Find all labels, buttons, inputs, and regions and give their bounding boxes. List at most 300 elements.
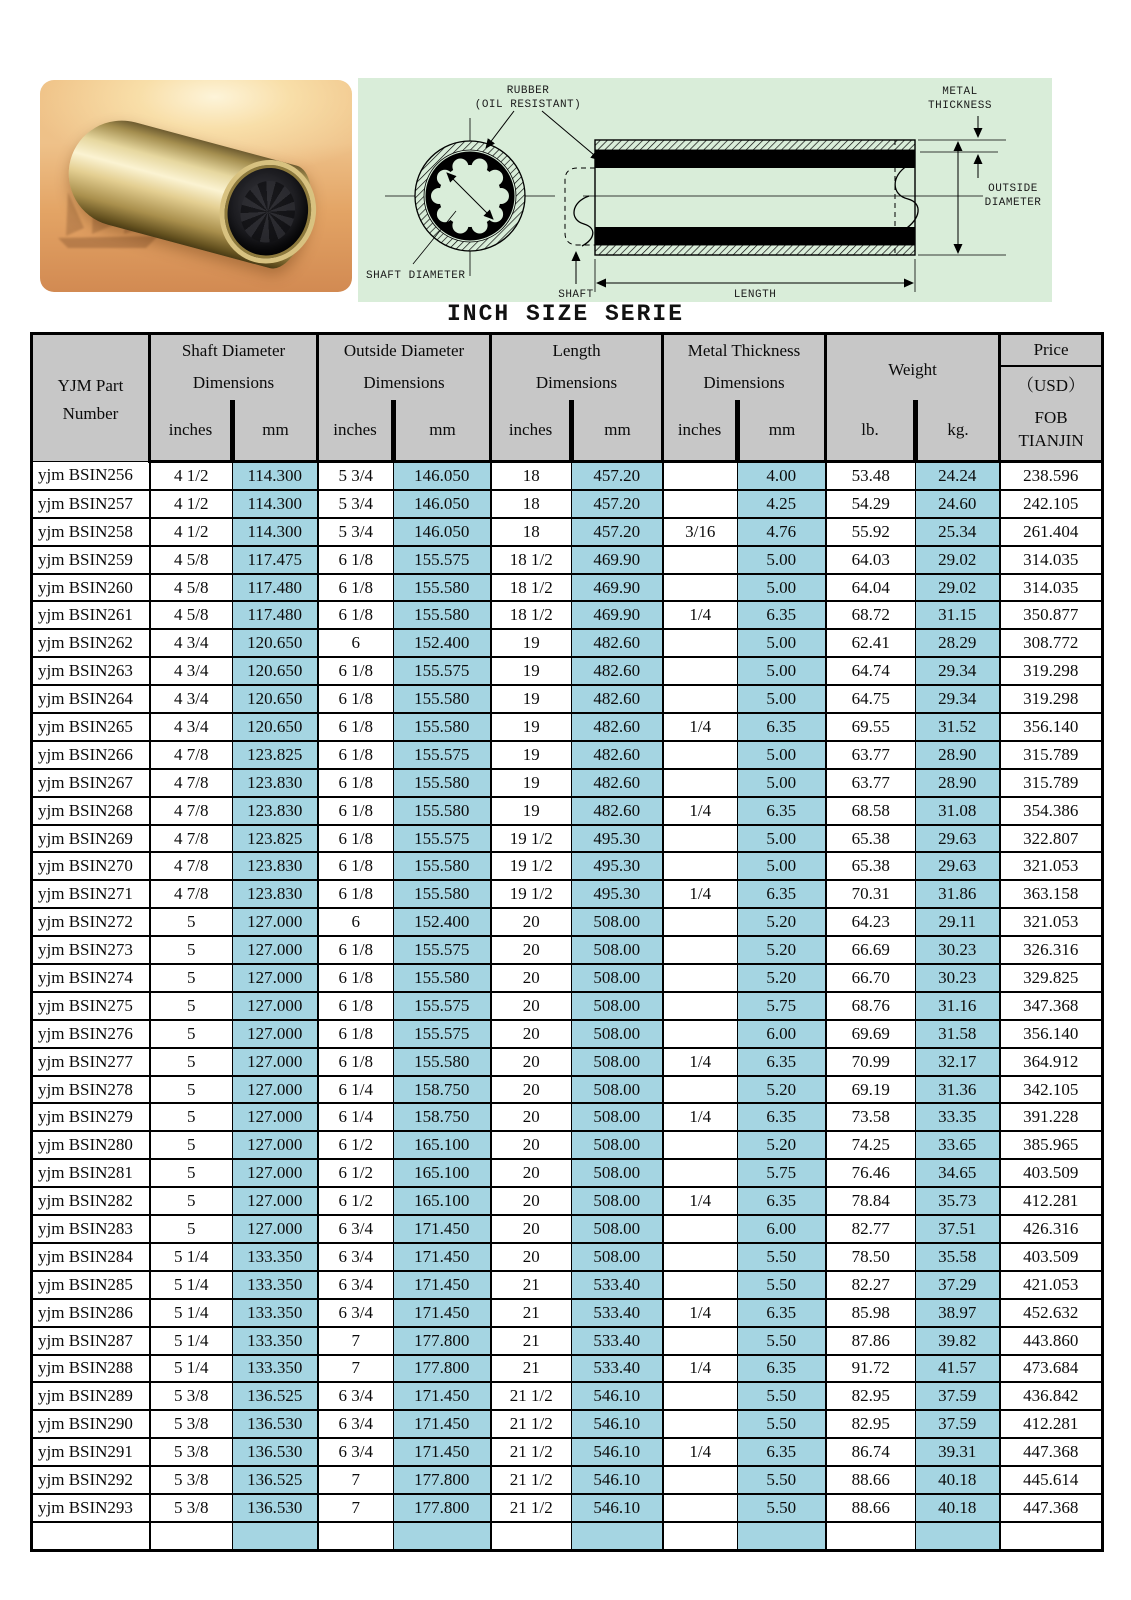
part-number-cell: yjm BSIN277 bbox=[32, 1048, 150, 1076]
metal-mm-cell: 5.00 bbox=[738, 685, 826, 713]
weight-lb-cell: 69.19 bbox=[826, 1076, 916, 1104]
shaft-mm-cell: 123.830 bbox=[233, 880, 318, 908]
outside-mm-cell: 177.800 bbox=[394, 1466, 491, 1494]
metal-inches-cell bbox=[663, 1382, 738, 1410]
part-number-cell bbox=[32, 1522, 150, 1550]
part-number-cell: yjm BSIN264 bbox=[32, 685, 150, 713]
price-usd-cell: 354.386 bbox=[1000, 797, 1103, 825]
outside-mm-cell: 155.580 bbox=[394, 574, 491, 602]
metal-mm-cell: 5.20 bbox=[738, 1076, 826, 1104]
length-inches-cell: 18 bbox=[491, 518, 572, 546]
weight-kg-cell: 29.63 bbox=[916, 825, 1000, 853]
weight-lb-cell: 70.31 bbox=[826, 880, 916, 908]
price-usd-cell: 238.596 bbox=[1000, 462, 1103, 490]
outside-inches-cell: 6 1/8 bbox=[318, 601, 394, 629]
weight-kg-cell: 29.11 bbox=[916, 908, 1000, 936]
metal-mm-cell: 5.50 bbox=[738, 1271, 826, 1299]
part-number-cell: yjm BSIN284 bbox=[32, 1243, 150, 1271]
weight-kg-cell: 29.34 bbox=[916, 657, 1000, 685]
col-unit-metal-mm: mm bbox=[738, 400, 826, 462]
part-number-cell: yjm BSIN269 bbox=[32, 825, 150, 853]
shaft-mm-cell: 123.830 bbox=[233, 852, 318, 880]
table-row bbox=[32, 629, 1103, 657]
outside-mm-cell: 146.050 bbox=[394, 462, 491, 490]
metal-mm-cell: 6.35 bbox=[738, 797, 826, 825]
metal-inches-cell: 1/4 bbox=[663, 1355, 738, 1383]
table-row bbox=[32, 1076, 1103, 1104]
size-table bbox=[30, 332, 1104, 1552]
cross-section-view bbox=[385, 118, 555, 276]
weight-lb-cell: 63.77 bbox=[826, 769, 916, 797]
metal-inches-cell bbox=[663, 1410, 738, 1438]
dimension-diagram bbox=[358, 78, 1052, 302]
outside-mm-cell: 158.750 bbox=[394, 1076, 491, 1104]
price-usd-cell: 321.053 bbox=[1000, 908, 1103, 936]
shaft-inches-cell: 5 bbox=[150, 1215, 233, 1243]
price-usd-cell: 363.158 bbox=[1000, 880, 1103, 908]
weight-kg-cell: 38.97 bbox=[916, 1299, 1000, 1327]
table-row bbox=[32, 1327, 1103, 1355]
weight-lb-cell: 76.46 bbox=[826, 1159, 916, 1187]
metal-mm-cell: 5.20 bbox=[738, 908, 826, 936]
outside-inches-cell: 7 bbox=[318, 1327, 394, 1355]
weight-kg-cell: 31.52 bbox=[916, 713, 1000, 741]
shaft-mm-cell: 133.350 bbox=[233, 1243, 318, 1271]
outside-mm-cell: 177.800 bbox=[394, 1355, 491, 1383]
length-inches-cell: 18 1/2 bbox=[491, 546, 572, 574]
weight-lb-cell: 82.77 bbox=[826, 1215, 916, 1243]
weight-kg-cell: 35.73 bbox=[916, 1187, 1000, 1215]
shaft-inches-cell: 4 1/2 bbox=[150, 490, 233, 518]
length-mm-cell: 508.00 bbox=[572, 1048, 663, 1076]
outside-inches-cell: 5 3/4 bbox=[318, 462, 394, 490]
metal-mm-cell: 6.35 bbox=[738, 601, 826, 629]
outside-mm-cell: 155.580 bbox=[394, 964, 491, 992]
price-usd-cell: 326.316 bbox=[1000, 936, 1103, 964]
col-unit-outside-inches: inches bbox=[318, 400, 394, 462]
part-number-cell: yjm BSIN257 bbox=[32, 490, 150, 518]
outside-mm-cell: 171.450 bbox=[394, 1438, 491, 1466]
product-photo bbox=[40, 80, 352, 292]
shaft-inches-cell: 4 7/8 bbox=[150, 852, 233, 880]
outside-inches-cell: 6 1/8 bbox=[318, 685, 394, 713]
outside-inches-cell: 6 1/8 bbox=[318, 657, 394, 685]
table-row bbox=[32, 713, 1103, 741]
length-mm-cell bbox=[572, 1522, 663, 1550]
weight-kg-cell: 33.35 bbox=[916, 1103, 1000, 1131]
length-inches-cell: 20 bbox=[491, 1048, 572, 1076]
length-mm-cell: 482.60 bbox=[572, 713, 663, 741]
part-number-cell: yjm BSIN293 bbox=[32, 1494, 150, 1522]
shaft-mm-cell: 133.350 bbox=[233, 1355, 318, 1383]
weight-kg-cell: 34.65 bbox=[916, 1159, 1000, 1187]
part-number-cell: yjm BSIN292 bbox=[32, 1466, 150, 1494]
metal-mm-cell bbox=[738, 1522, 826, 1550]
shaft-mm-cell: 133.350 bbox=[233, 1299, 318, 1327]
shaft-inches-cell: 4 5/8 bbox=[150, 601, 233, 629]
table-row bbox=[32, 1159, 1103, 1187]
price-usd-cell: 421.053 bbox=[1000, 1271, 1103, 1299]
part-number-cell: yjm BSIN258 bbox=[32, 518, 150, 546]
part-number-cell: yjm BSIN270 bbox=[32, 852, 150, 880]
outside-mm-cell: 171.450 bbox=[394, 1382, 491, 1410]
metal-inches-cell bbox=[663, 1522, 738, 1550]
metal-mm-cell: 6.35 bbox=[738, 713, 826, 741]
metal-inches-cell bbox=[663, 992, 738, 1020]
metal-inches-cell bbox=[663, 852, 738, 880]
col-header-fob-tianjin bbox=[1000, 400, 1103, 462]
shaft-mm-cell: 114.300 bbox=[233, 462, 318, 490]
part-number-cell: yjm BSIN287 bbox=[32, 1327, 150, 1355]
part-number-cell: yjm BSIN263 bbox=[32, 657, 150, 685]
outside-mm-cell: 171.450 bbox=[394, 1299, 491, 1327]
col-subheader-metal-dimensions: Dimensions bbox=[663, 366, 826, 400]
weight-kg-cell: 32.17 bbox=[916, 1048, 1000, 1076]
outside-mm-cell: 158.750 bbox=[394, 1103, 491, 1131]
shaft-inches-cell: 5 1/4 bbox=[150, 1243, 233, 1271]
table-row bbox=[32, 880, 1103, 908]
metal-inches-cell bbox=[663, 1466, 738, 1494]
length-inches-cell: 21 bbox=[491, 1327, 572, 1355]
shaft-inches-cell: 5 bbox=[150, 1020, 233, 1048]
outside-inches-cell: 6 1/2 bbox=[318, 1187, 394, 1215]
table-row bbox=[32, 490, 1103, 518]
shaft-inches-cell: 4 3/4 bbox=[150, 713, 233, 741]
table-row bbox=[32, 797, 1103, 825]
length-inches-cell: 21 bbox=[491, 1271, 572, 1299]
weight-kg-cell: 24.60 bbox=[916, 490, 1000, 518]
price-usd-cell: 356.140 bbox=[1000, 1020, 1103, 1048]
table-row bbox=[32, 992, 1103, 1020]
length-mm-cell: 546.10 bbox=[572, 1494, 663, 1522]
outside-inches-cell: 6 1/8 bbox=[318, 1048, 394, 1076]
metal-inches-cell bbox=[663, 825, 738, 853]
part-number-cell: yjm BSIN285 bbox=[32, 1271, 150, 1299]
shaft-mm-cell: 114.300 bbox=[233, 490, 318, 518]
table-row bbox=[32, 1131, 1103, 1159]
length-inches-cell: 20 bbox=[491, 1103, 572, 1131]
price-usd-cell: 436.842 bbox=[1000, 1382, 1103, 1410]
outside-mm-cell: 146.050 bbox=[394, 490, 491, 518]
part-number-cell: yjm BSIN275 bbox=[32, 992, 150, 1020]
table-row bbox=[32, 769, 1103, 797]
length-mm-cell: 482.60 bbox=[572, 685, 663, 713]
shaft-inches-cell: 5 1/4 bbox=[150, 1299, 233, 1327]
outside-inches-cell: 6 bbox=[318, 908, 394, 936]
part-number-cell: yjm BSIN259 bbox=[32, 546, 150, 574]
length-mm-cell: 482.60 bbox=[572, 657, 663, 685]
table-row bbox=[32, 601, 1103, 629]
outside-inches-cell: 7 bbox=[318, 1355, 394, 1383]
part-number-cell: yjm BSIN273 bbox=[32, 936, 150, 964]
length-mm-cell: 508.00 bbox=[572, 1020, 663, 1048]
shaft-mm-cell: 114.300 bbox=[233, 518, 318, 546]
rubber-label-line1: RUBBER bbox=[506, 85, 550, 97]
outside-inches-cell: 6 1/8 bbox=[318, 964, 394, 992]
outside-mm-cell: 177.800 bbox=[394, 1494, 491, 1522]
outside-diameter-label-line1: OUTSIDE bbox=[988, 183, 1038, 195]
weight-kg-cell: 31.08 bbox=[916, 797, 1000, 825]
outside-mm-cell: 155.575 bbox=[394, 936, 491, 964]
outside-inches-cell: 6 1/8 bbox=[318, 797, 394, 825]
part-number-cell: yjm BSIN272 bbox=[32, 908, 150, 936]
price-usd-cell: 314.035 bbox=[1000, 574, 1103, 602]
table-row bbox=[32, 1410, 1103, 1438]
weight-lb-cell: 64.75 bbox=[826, 685, 916, 713]
price-usd-cell: 329.825 bbox=[1000, 964, 1103, 992]
table-row bbox=[32, 1466, 1103, 1494]
length-mm-cell: 508.00 bbox=[572, 1131, 663, 1159]
metal-mm-cell: 5.50 bbox=[738, 1466, 826, 1494]
metal-mm-cell: 4.25 bbox=[738, 490, 826, 518]
price-usd-cell: 308.772 bbox=[1000, 629, 1103, 657]
shaft-mm-cell: 127.000 bbox=[233, 1187, 318, 1215]
outside-inches-cell: 6 3/4 bbox=[318, 1382, 394, 1410]
length-mm-cell: 546.10 bbox=[572, 1466, 663, 1494]
fob-line2: TIANJIN bbox=[1018, 431, 1084, 450]
outside-inches-cell: 6 1/8 bbox=[318, 574, 394, 602]
price-usd-cell: 447.368 bbox=[1000, 1438, 1103, 1466]
price-usd-cell bbox=[1000, 1522, 1103, 1550]
weight-lb-cell: 73.58 bbox=[826, 1103, 916, 1131]
weight-lb-cell: 74.25 bbox=[826, 1131, 916, 1159]
length-inches-cell: 21 1/2 bbox=[491, 1466, 572, 1494]
metal-inches-cell: 1/4 bbox=[663, 713, 738, 741]
metal-inches-cell bbox=[663, 574, 738, 602]
shaft-inches-cell: 5 bbox=[150, 964, 233, 992]
outside-mm-cell: 155.580 bbox=[394, 880, 491, 908]
outside-inches-cell: 6 1/2 bbox=[318, 1159, 394, 1187]
col-header-metal-thickness: Metal Thickness bbox=[663, 334, 826, 367]
length-mm-cell: 469.90 bbox=[572, 546, 663, 574]
metal-mm-cell: 6.35 bbox=[738, 1048, 826, 1076]
shaft-mm-cell: 136.525 bbox=[233, 1382, 318, 1410]
table-row bbox=[32, 964, 1103, 992]
price-usd-cell: 347.368 bbox=[1000, 992, 1103, 1020]
metal-mm-cell: 6.35 bbox=[738, 1103, 826, 1131]
metal-mm-cell: 5.50 bbox=[738, 1410, 826, 1438]
table-row bbox=[32, 1187, 1103, 1215]
col-header-part-line1: YJM Part bbox=[57, 375, 124, 395]
metal-inches-cell: 1/4 bbox=[663, 797, 738, 825]
col-unit-outside-mm: mm bbox=[394, 400, 491, 462]
shaft-inches-cell: 5 bbox=[150, 936, 233, 964]
length-mm-cell: 533.40 bbox=[572, 1299, 663, 1327]
shaft-mm-cell: 127.000 bbox=[233, 1048, 318, 1076]
col-header-part-line2: Number bbox=[62, 404, 119, 423]
table-row bbox=[32, 1438, 1103, 1466]
shaft-mm-cell: 127.000 bbox=[233, 1103, 318, 1131]
weight-lb-cell: 82.95 bbox=[826, 1410, 916, 1438]
shaft-mm-cell: 136.525 bbox=[233, 1466, 318, 1494]
length-mm-cell: 533.40 bbox=[572, 1327, 663, 1355]
shaft-diameter-label: SHAFT DIAMETER bbox=[366, 270, 466, 282]
price-usd-cell: 350.877 bbox=[1000, 601, 1103, 629]
metal-inches-cell bbox=[663, 741, 738, 769]
outside-mm-cell: 155.575 bbox=[394, 546, 491, 574]
outside-inches-cell: 6 1/8 bbox=[318, 546, 394, 574]
table-row bbox=[32, 574, 1103, 602]
shaft-inches-cell: 5 bbox=[150, 1048, 233, 1076]
table-row bbox=[32, 825, 1103, 853]
length-inches-cell: 20 bbox=[491, 1131, 572, 1159]
part-number-cell: yjm BSIN281 bbox=[32, 1159, 150, 1187]
table-row bbox=[32, 1020, 1103, 1048]
shaft-inches-cell: 4 7/8 bbox=[150, 741, 233, 769]
shaft-mm-cell: 127.000 bbox=[233, 1159, 318, 1187]
price-usd-cell: 261.404 bbox=[1000, 518, 1103, 546]
length-mm-cell: 457.20 bbox=[572, 490, 663, 518]
shaft-mm-cell: 133.350 bbox=[233, 1271, 318, 1299]
weight-lb-cell: 87.86 bbox=[826, 1327, 916, 1355]
length-inches-cell: 20 bbox=[491, 1076, 572, 1104]
metal-mm-cell: 5.20 bbox=[738, 1131, 826, 1159]
part-number-cell: yjm BSIN271 bbox=[32, 880, 150, 908]
outside-inches-cell: 6 1/8 bbox=[318, 936, 394, 964]
shaft-mm-cell: 123.825 bbox=[233, 741, 318, 769]
shaft-mm-cell: 127.000 bbox=[233, 992, 318, 1020]
length-mm-cell: 508.00 bbox=[572, 964, 663, 992]
length-mm-cell: 508.00 bbox=[572, 1103, 663, 1131]
length-inches-cell: 18 bbox=[491, 490, 572, 518]
weight-lb-cell: 62.41 bbox=[826, 629, 916, 657]
length-mm-cell: 533.40 bbox=[572, 1271, 663, 1299]
weight-kg-cell bbox=[916, 1522, 1000, 1550]
metal-inches-cell bbox=[663, 1327, 738, 1355]
price-usd-cell: 364.912 bbox=[1000, 1048, 1103, 1076]
weight-kg-cell: 29.63 bbox=[916, 852, 1000, 880]
table-header bbox=[32, 334, 1103, 462]
shaft-inches-cell: 5 3/8 bbox=[150, 1410, 233, 1438]
metal-mm-cell: 5.00 bbox=[738, 825, 826, 853]
length-mm-cell: 495.30 bbox=[572, 852, 663, 880]
metal-mm-cell: 5.20 bbox=[738, 936, 826, 964]
shaft-mm-cell: 136.530 bbox=[233, 1410, 318, 1438]
outside-mm-cell: 155.580 bbox=[394, 797, 491, 825]
diagram-svg bbox=[358, 78, 1052, 302]
weight-lb-cell: 53.48 bbox=[826, 462, 916, 490]
col-unit-shaft-inches: inches bbox=[150, 400, 233, 462]
shaft-inches-cell: 5 bbox=[150, 992, 233, 1020]
metal-inches-cell bbox=[663, 908, 738, 936]
metal-inches-cell bbox=[663, 769, 738, 797]
weight-kg-cell: 28.29 bbox=[916, 629, 1000, 657]
part-number-cell: yjm BSIN286 bbox=[32, 1299, 150, 1327]
shaft-inches-cell: 5 3/8 bbox=[150, 1438, 233, 1466]
weight-lb-cell: 69.69 bbox=[826, 1020, 916, 1048]
metal-mm-cell: 5.00 bbox=[738, 852, 826, 880]
part-number-cell: yjm BSIN262 bbox=[32, 629, 150, 657]
shaft-mm-cell: 123.825 bbox=[233, 825, 318, 853]
outside-mm-cell: 165.100 bbox=[394, 1187, 491, 1215]
outside-mm-cell: 165.100 bbox=[394, 1159, 491, 1187]
weight-lb-cell: 55.92 bbox=[826, 518, 916, 546]
part-number-cell: yjm BSIN268 bbox=[32, 797, 150, 825]
shaft-inches-cell: 5 bbox=[150, 1131, 233, 1159]
shaft-mm-cell: 127.000 bbox=[233, 1215, 318, 1243]
price-usd-cell: 315.789 bbox=[1000, 741, 1103, 769]
weight-kg-cell: 40.18 bbox=[916, 1494, 1000, 1522]
shaft-inches-cell: 5 bbox=[150, 1076, 233, 1104]
length-mm-cell: 546.10 bbox=[572, 1410, 663, 1438]
col-subheader-outside-dimensions: Dimensions bbox=[318, 366, 491, 400]
metal-inches-cell bbox=[663, 1271, 738, 1299]
outside-mm-cell bbox=[394, 1522, 491, 1550]
length-mm-cell: 508.00 bbox=[572, 1187, 663, 1215]
length-inches-cell: 21 1/2 bbox=[491, 1438, 572, 1466]
length-inches-cell: 20 bbox=[491, 936, 572, 964]
shaft-inches-cell: 5 bbox=[150, 1187, 233, 1215]
outside-inches-cell: 6 1/8 bbox=[318, 825, 394, 853]
metal-inches-cell: 1/4 bbox=[663, 1187, 738, 1215]
outside-mm-cell: 171.450 bbox=[394, 1215, 491, 1243]
metal-inches-cell: 1/4 bbox=[663, 601, 738, 629]
part-number-cell: yjm BSIN278 bbox=[32, 1076, 150, 1104]
shaft-mm-cell: 123.830 bbox=[233, 769, 318, 797]
shaft-inches-cell bbox=[150, 1522, 233, 1550]
length-inches-cell: 21 1/2 bbox=[491, 1410, 572, 1438]
outside-inches-cell: 6 1/8 bbox=[318, 741, 394, 769]
col-unit-metal-inches: inches bbox=[663, 400, 738, 462]
longitudinal-view bbox=[565, 140, 983, 255]
price-usd-cell: 319.298 bbox=[1000, 657, 1103, 685]
outside-mm-cell: 155.580 bbox=[394, 713, 491, 741]
metal-mm-cell: 5.00 bbox=[738, 546, 826, 574]
outside-inches-cell: 6 1/8 bbox=[318, 1020, 394, 1048]
part-number-cell: yjm BSIN260 bbox=[32, 574, 150, 602]
shaft-inches-cell: 5 1/4 bbox=[150, 1271, 233, 1299]
shaft-mm-cell: 120.650 bbox=[233, 629, 318, 657]
length-inches-cell: 20 bbox=[491, 1243, 572, 1271]
price-usd-cell: 403.509 bbox=[1000, 1243, 1103, 1271]
price-usd-cell: 443.860 bbox=[1000, 1327, 1103, 1355]
outside-inches-cell bbox=[318, 1522, 394, 1550]
weight-lb-cell: 66.70 bbox=[826, 964, 916, 992]
table-row bbox=[32, 1494, 1103, 1522]
page-title: INCH SIZE SERIE bbox=[446, 301, 685, 327]
shaft-inches-cell: 5 1/4 bbox=[150, 1327, 233, 1355]
table-row bbox=[32, 741, 1103, 769]
length-mm-cell: 469.90 bbox=[572, 574, 663, 602]
outside-mm-cell: 171.450 bbox=[394, 1243, 491, 1271]
part-number-cell: yjm BSIN291 bbox=[32, 1438, 150, 1466]
length-mm-cell: 508.00 bbox=[572, 1215, 663, 1243]
weight-lb-cell: 82.27 bbox=[826, 1271, 916, 1299]
price-usd-cell: 321.053 bbox=[1000, 852, 1103, 880]
shaft-inches-cell: 4 3/4 bbox=[150, 629, 233, 657]
price-usd-cell: 473.684 bbox=[1000, 1355, 1103, 1383]
price-usd-cell: 403.509 bbox=[1000, 1159, 1103, 1187]
length-mm-cell: 495.30 bbox=[572, 825, 663, 853]
length-inches-cell: 19 bbox=[491, 797, 572, 825]
metal-inches-cell bbox=[663, 1215, 738, 1243]
col-unit-weight-lb: lb. bbox=[826, 400, 916, 462]
col-unit-shaft-mm: mm bbox=[233, 400, 318, 462]
outside-inches-cell: 6 1/8 bbox=[318, 713, 394, 741]
table-row bbox=[32, 908, 1103, 936]
shaft-inches-cell: 5 bbox=[150, 908, 233, 936]
shaft-inches-cell: 4 7/8 bbox=[150, 797, 233, 825]
price-usd-cell: 445.614 bbox=[1000, 1466, 1103, 1494]
length-mm-cell: 482.60 bbox=[572, 797, 663, 825]
shaft-mm-cell: 120.650 bbox=[233, 657, 318, 685]
shaft-mm-cell: 120.650 bbox=[233, 685, 318, 713]
weight-kg-cell: 30.23 bbox=[916, 936, 1000, 964]
price-usd-cell: 314.035 bbox=[1000, 546, 1103, 574]
outside-inches-cell: 7 bbox=[318, 1466, 394, 1494]
outside-mm-cell: 155.575 bbox=[394, 1020, 491, 1048]
price-usd-cell: 412.281 bbox=[1000, 1410, 1103, 1438]
